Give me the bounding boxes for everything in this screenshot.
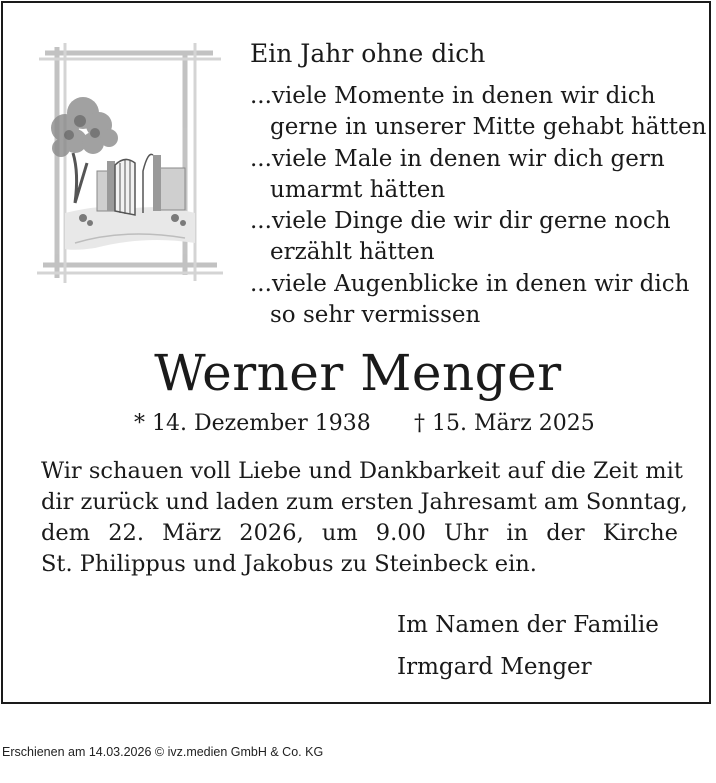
publication-footer: Erschienen am 14.03.2026 © ivz.medien GmbH & Co. KG xyxy=(2,745,324,759)
signature xyxy=(397,604,659,688)
obituary-notice xyxy=(1,1,711,704)
invitation-message xyxy=(41,456,688,580)
poem-line: erzählt hätten xyxy=(270,239,435,266)
poem-title: Ein Jahr ohne dich xyxy=(250,39,486,68)
poem-line: so sehr vermissen xyxy=(270,302,481,329)
birth-date: * 14. Dezember 1938 xyxy=(134,411,371,436)
signature-line: Im Namen der Familie xyxy=(397,612,659,638)
poem-line: ...viele Momente in denen wir dich xyxy=(250,83,656,109)
poem xyxy=(250,37,707,331)
poem-line: ...viele Male in denen wir dich gern xyxy=(250,145,665,172)
garden-gate-tree-sketch-icon xyxy=(35,43,225,283)
message-line: Wir schauen voll Liebe und Dankbarkeit auf die Zeit mit xyxy=(41,458,683,484)
deceased-name: Werner Menger xyxy=(154,344,562,402)
death-date: † 15. März 2025 xyxy=(414,411,595,436)
signature-name: Irmgard Menger xyxy=(397,654,592,680)
message-line: St. Philippus und Jakobus zu Steinbeck ein. xyxy=(41,551,537,577)
poem-line: gerne in unserer Mitte gehabt hätten xyxy=(270,114,707,141)
message-line: dir zurück und laden zum ersten Jahresamt am Sonntag, xyxy=(41,489,688,515)
poem-line: ...viele Augenblicke in denen wir dich xyxy=(250,270,690,297)
message-line: dem 22. März 2026, um 9.00 Uhr in der Kirche xyxy=(41,520,678,546)
poem-line: ...viele Dinge die wir dir gerne noch xyxy=(250,208,671,235)
poem-line: umarmt hätten xyxy=(270,176,446,203)
